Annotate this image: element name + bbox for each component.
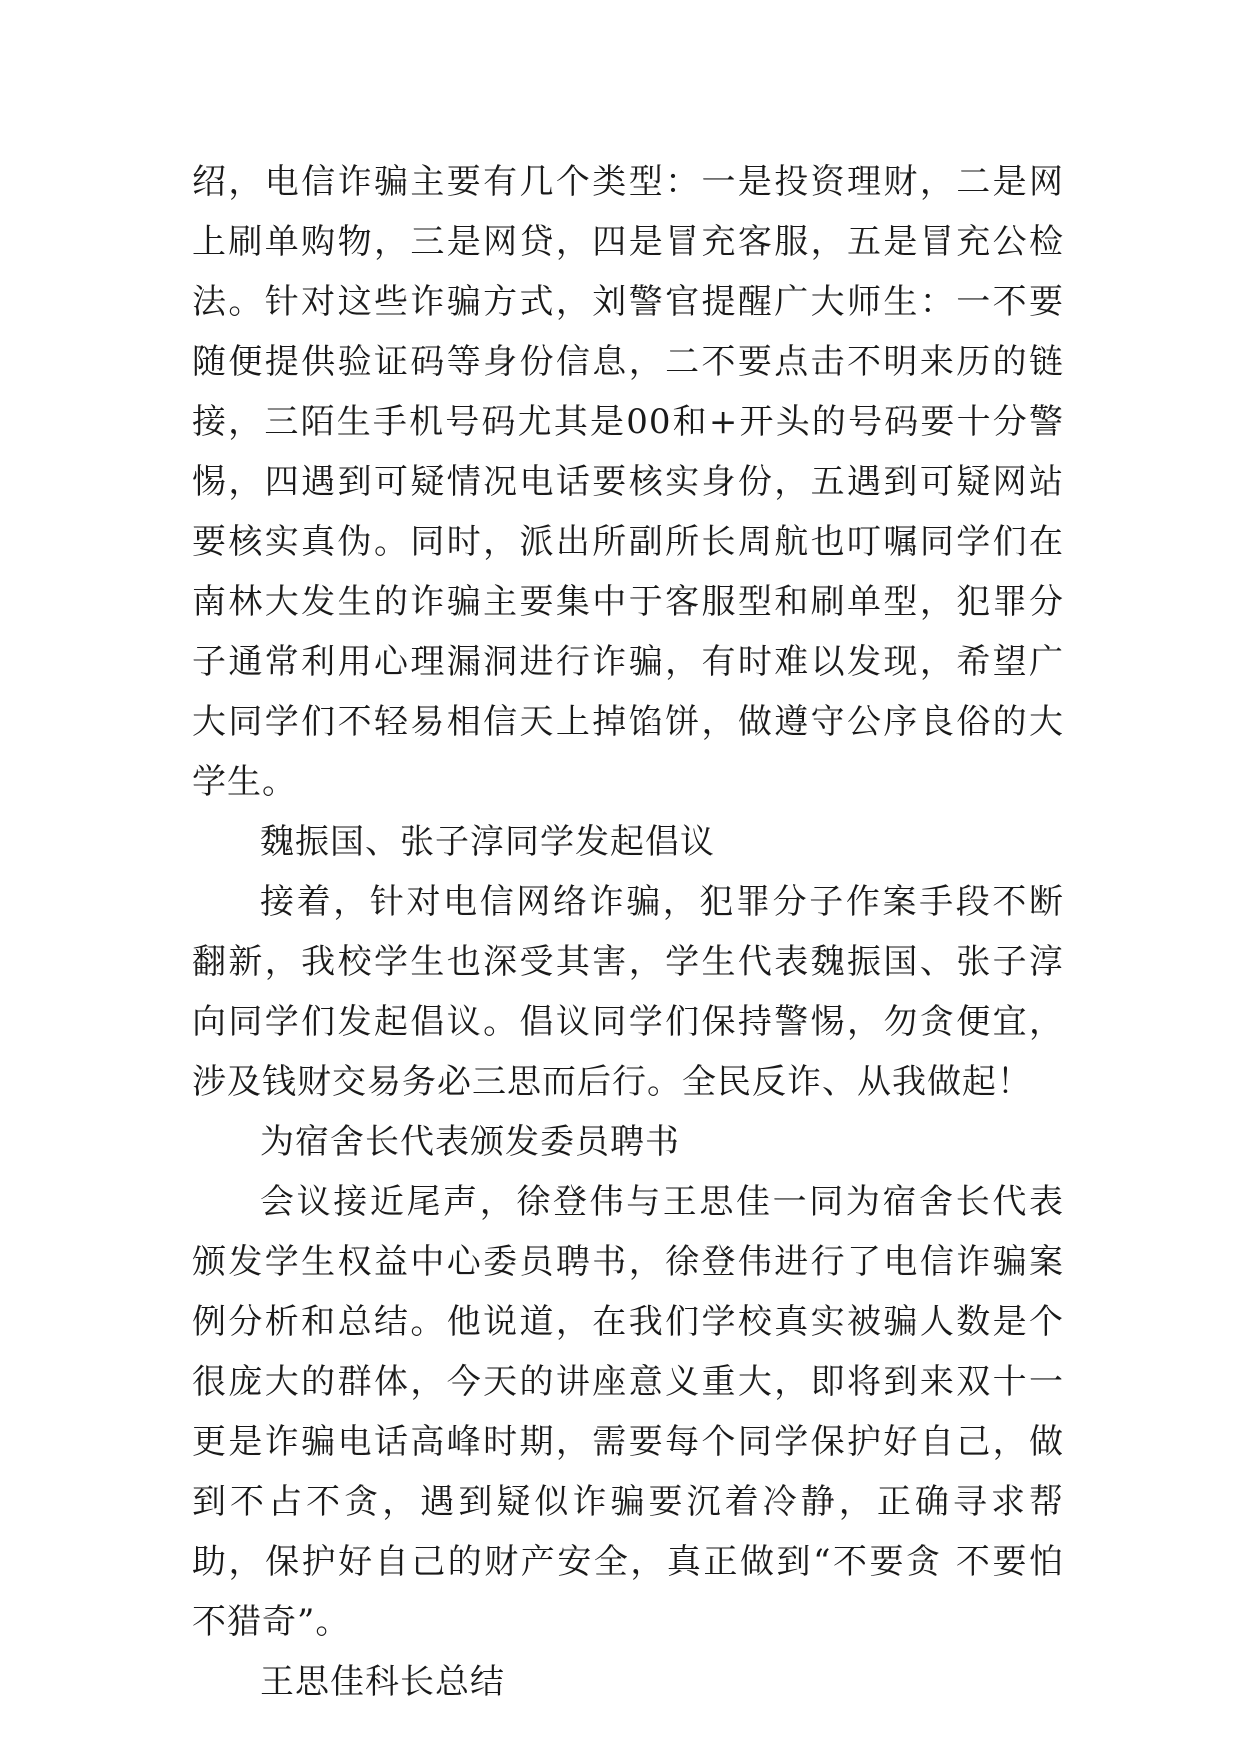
- section-caption-summary: 王思佳科长总结: [260, 1662, 505, 1702]
- paragraph-continued: 绍，电信诈骗主要有几个类型：一是投资理财，二是网上刷单购物，三是网贷，四是冒充客服，五是冒充公检法。针对这些诈骗方式，刘警官提醒广大师生：一不要随便提供验证码等身份信息，二不要点击不明来历的链接，三陌生手机号码尤其是00和+开头的号码要十分警惕，四遇到可疑情况电话要核实身份，五遇到可疑网站要核实真伪。同时，派出所副所长周航也叮嘱同学们在南林大发生的诈骗主要集中于客服型和刷单型，犯罪分子通常利用心理漏洞进行诈骗，有时难以发现，希望广大同学们不轻易相信天上掉馅饼，做遵守公序良俗的大学生。: [192, 162, 1064, 802]
- paragraph-appointment: 会议接近尾声，徐登伟与王思佳一同为宿舍长代表颁发学生权益中心委员聘书，徐登伟进行了电信诈骗案例分析和总结。他说道，在我们学校真实被骗人数是个很庞大的群体，今天的讲座意义重大，即将到来双十一更是诈骗电话高峰时期，需要每个同学保护好自己，做到不占不贪，遇到疑似诈骗要沉着冷静，正确寻求帮助，保护好自己的财产安全，真正做到“不要贪 不要怕 不猎奇”。: [192, 1182, 1064, 1642]
- document-body: [192, 152, 1064, 1712]
- section-caption-appointment: 为宿舍长代表颁发委员聘书: [260, 1122, 680, 1162]
- section-caption-proposal: 魏振国、张子淳同学发起倡议: [260, 822, 715, 862]
- paragraph-proposal: 接着，针对电信网络诈骗，犯罪分子作案手段不断翻新，我校学生也深受其害，学生代表魏振国、张子淳向同学们发起倡议。倡议同学们保持警惕，勿贪便宜，涉及钱财交易务必三思而后行。全民反诈、从我做起！: [192, 882, 1064, 1102]
